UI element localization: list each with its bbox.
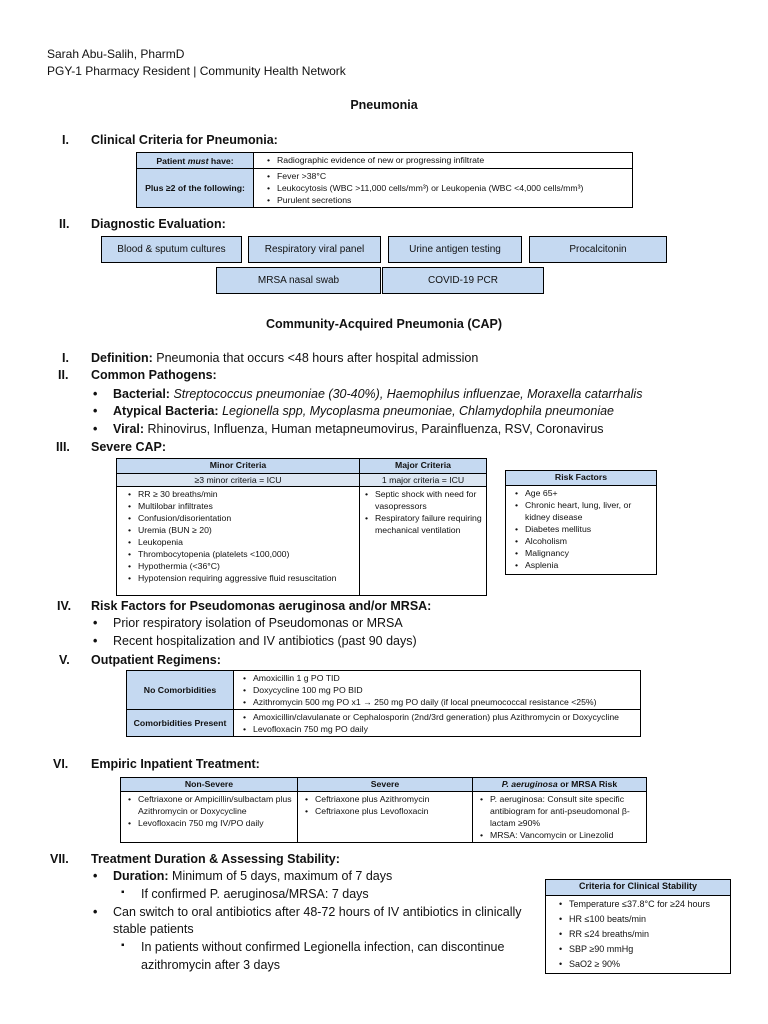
- cap-7-label: Treatment Duration & Assessing Stability:: [91, 852, 340, 866]
- clinical-stability-header: Criteria for Clinical Stability: [546, 880, 731, 896]
- minor-criteria-item: • Uremia (BUN ≥ 20): [138, 524, 358, 536]
- criteria-row2-cell: [254, 169, 633, 208]
- cap-3-number: III.: [56, 440, 70, 454]
- legionella-line-2: azithromycin after 3 days: [141, 958, 280, 972]
- regimen-item: • Amoxicillin/clavulanate or Cephalosporin (2nd/3rd generation) plus Azithromycin or Doxycycline: [253, 711, 639, 723]
- diag-box-viral-panel: Respiratory viral panel: [248, 236, 381, 263]
- diag-box-cultures: Blood & sputum cultures: [101, 236, 242, 263]
- major-criteria-sub: 1 major criteria = ICU: [360, 474, 487, 487]
- no-comorbidities-label: No Comorbidities: [127, 671, 234, 710]
- risk-factor-item: • Malignancy: [525, 547, 655, 559]
- minor-criteria-item: • Thrombocytopenia (platelets <100,000): [138, 548, 358, 560]
- pseudomonas-risk-item: • Prior respiratory isolation of Pseudomonas or MRSA: [113, 616, 403, 630]
- cap-4-number: IV.: [57, 599, 72, 613]
- diag-box-mrsa-swab: MRSA nasal swab: [216, 267, 381, 294]
- clinical-stability-list: [546, 896, 731, 974]
- pseudomonas-mrsa-list: [473, 792, 647, 843]
- treatment-item: • Ceftriaxone or Ampicillin/sulbactam plus Azithromycin or Doxycycline: [138, 793, 296, 817]
- cap-6-number: VI.: [53, 757, 69, 771]
- cap-definition: [91, 351, 478, 365]
- minor-criteria-item: • Confusion/disorientation: [138, 512, 358, 524]
- minor-criteria-header: Minor Criteria: [117, 459, 360, 474]
- minor-criteria-item: • Leukopenia: [138, 536, 358, 548]
- section-1-number: I.: [62, 133, 69, 147]
- criteria-item: • Radiographic evidence of new or progressing infiltrate: [277, 154, 631, 166]
- pseudomonas-mrsa-header: P. aeruginosa or MRSA Risk: [473, 778, 647, 792]
- diag-box-procalcitonin: Procalcitonin: [529, 236, 667, 263]
- stability-item: • RR ≤24 breaths/min: [569, 927, 729, 942]
- treatment-item: • MRSA: Vancomycin or Linezolid: [490, 829, 645, 841]
- duration-sub: ▪ If confirmed P. aeruginosa/MRSA: 7 days: [141, 887, 369, 901]
- no-comorbidities-list: [234, 671, 641, 710]
- author-position: PGY-1 Pharmacy Resident | Community Health Network: [47, 64, 346, 78]
- cap-title: Community-Acquired Pneumonia (CAP): [265, 317, 503, 331]
- cap-4-label: Risk Factors for Pseudomonas aeruginosa and/or MRSA:: [91, 599, 432, 613]
- pseudomonas-risk-item: • Recent hospitalization and IV antibiotics (past 90 days): [113, 634, 417, 648]
- legionella-line-1: ▪ In patients without confirmed Legionella infection, can discontinue: [141, 940, 504, 954]
- switch-line-1: • Can switch to oral antibiotics after 48-72 hours of IV antibiotics in clinically: [113, 905, 522, 919]
- treatment-item: • Ceftriaxone plus Azithromycin: [315, 793, 471, 805]
- severe-header: Severe: [298, 778, 473, 792]
- minor-criteria-item: • Hypothermia (<36°C): [138, 560, 358, 572]
- clinical-criteria-table: [136, 152, 633, 208]
- risk-factors-list: [506, 486, 657, 575]
- regimen-item: • Doxycycline 100 mg PO BID: [253, 684, 639, 696]
- minor-criteria-item: • RR ≥ 30 breaths/min: [138, 488, 358, 500]
- diag-box-covid-pcr: COVID-19 PCR: [382, 267, 544, 294]
- major-criteria-item: • Respiratory failure requiring mechanical ventilation: [375, 512, 485, 536]
- criteria-item: • Fever >38°C: [277, 170, 631, 182]
- treatment-item: • Levofloxacin 750 mg IV/PO daily: [138, 817, 296, 829]
- regimen-item: • Azithromycin 500 mg PO x1 → 250 mg PO daily (if local pneumococcal resistance <25%): [253, 696, 639, 708]
- minor-criteria-item: • Multilobar infiltrates: [138, 500, 358, 512]
- page-title: Pneumonia: [350, 98, 418, 112]
- cap-7-number: VII.: [50, 852, 69, 866]
- cap-6-label: Empiric Inpatient Treatment:: [91, 757, 260, 771]
- risk-factors-header: Risk Factors: [506, 471, 657, 486]
- switch-line-2: stable patients: [113, 922, 194, 936]
- risk-factor-item: • Age 65+: [525, 487, 655, 499]
- treatment-item: • Ceftriaxone plus Levofloxacin: [315, 805, 471, 817]
- clinical-stability-table: [545, 879, 731, 974]
- severe-list: [298, 792, 473, 843]
- cap-3-label: Severe CAP:: [91, 440, 167, 454]
- author-name: Sarah Abu-Salih, PharmD: [47, 47, 185, 61]
- minor-criteria-item: • Hypotension requiring aggressive fluid resuscitation: [138, 572, 358, 584]
- comorbidities-present-list: [234, 710, 641, 737]
- stability-item: • Temperature ≤37.8°C for ≥24 hours: [569, 897, 729, 912]
- criteria-row1-label: Patient must have:: [137, 153, 254, 169]
- pathogen-bacterial: • Bacterial: Streptococcus pneumoniae (30-40%), Haemophilus influenzae, Moraxella catarrhalis: [113, 387, 642, 401]
- inpatient-treatment-table: [120, 777, 647, 843]
- stability-item: • SaO2 ≥ 90%: [569, 957, 729, 972]
- stability-item: • HR ≤100 beats/min: [569, 912, 729, 927]
- comorbidities-present-label: Comorbidities Present: [127, 710, 234, 737]
- criteria-item: • Purulent secretions: [277, 194, 631, 206]
- non-severe-list: [121, 792, 298, 843]
- treatment-item: • P. aeruginosa: Consult site specific antibiogram for anti-pseudomonal β-lactam ≥90%: [490, 793, 645, 829]
- diag-box-urine-antigen: Urine antigen testing: [388, 236, 522, 263]
- major-criteria-item: • Septic shock with need for vasopressors: [375, 488, 485, 512]
- criteria-row1-cell: [254, 153, 633, 169]
- regimen-item: • Levofloxacin 750 mg PO daily: [253, 723, 639, 735]
- severe-cap-table: [116, 458, 487, 596]
- cap-5-number: V.: [59, 653, 70, 667]
- risk-factor-item: • Chronic heart, lung, liver, or kidney disease: [525, 499, 655, 523]
- section-2-label: Diagnostic Evaluation:: [91, 217, 226, 231]
- criteria-row2-label: Plus ≥2 of the following:: [137, 169, 254, 208]
- duration-line: • Duration: Minimum of 5 days, maximum of 7 days: [113, 869, 392, 883]
- cap-definition-label: Definition:: [91, 351, 153, 365]
- regimen-item: • Amoxicillin 1 g PO TID: [253, 672, 639, 684]
- risk-factor-item: • Alcoholism: [525, 535, 655, 547]
- minor-criteria-sub: ≥3 minor criteria = ICU: [117, 474, 360, 487]
- major-criteria-list: [360, 487, 487, 596]
- minor-criteria-list: [117, 487, 360, 596]
- section-2-number: II.: [59, 217, 70, 231]
- cap-definition-text: Pneumonia that occurs <48 hours after hospital admission: [152, 351, 479, 365]
- pathogen-atypical: • Atypical Bacteria: Legionella spp, Mycoplasma pneumoniae, Chlamydophila pneumoniae: [113, 404, 614, 418]
- outpatient-regimens-table: [126, 670, 641, 737]
- risk-factors-table: [505, 470, 657, 575]
- cap-5-label: Outpatient Regimens:: [91, 653, 221, 667]
- risk-factor-item: • Diabetes mellitus: [525, 523, 655, 535]
- major-criteria-header: Major Criteria: [360, 459, 487, 474]
- cap-2-number: II.: [58, 368, 69, 382]
- stability-item: • SBP ≥90 mmHg: [569, 942, 729, 957]
- risk-factor-item: • Asplenia: [525, 559, 655, 571]
- section-1-label: Clinical Criteria for Pneumonia:: [91, 133, 278, 147]
- non-severe-header: Non-Severe: [121, 778, 298, 792]
- pathogen-viral: • Viral: Rhinovirus, Influenza, Human metapneumovirus, Parainfluenza, RSV, Coronavirus: [113, 422, 604, 436]
- criteria-item: • Leukocytosis (WBC >11,000 cells/mm³) or Leukopenia (WBC <4,000 cells/mm³): [277, 182, 631, 194]
- cap-1-number: I.: [62, 351, 69, 365]
- cap-2-label: Common Pathogens:: [91, 368, 217, 382]
